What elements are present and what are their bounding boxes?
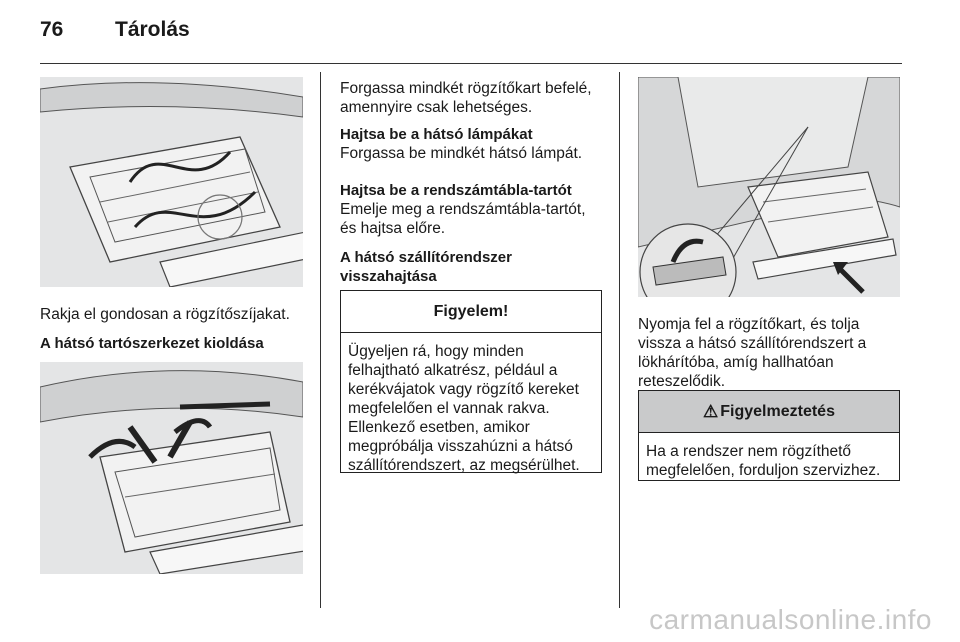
page-header — [40, 18, 920, 48]
step-heading-licence-plate: Hajtsa be a rendszámtábla-tartót — [340, 182, 572, 199]
step-heading-tail-lamps: Hajtsa be a hátsó lámpákat — [340, 126, 533, 143]
instruction-push-lever: Nyomja fel a rögzítőkart, és tolja vissza a hátsó szállítórendszert a lökhárítóba, amíg hallhatóan reteszelődik. — [638, 316, 867, 390]
warning-box-title: Figyelmeztetés — [720, 402, 835, 420]
step-text-tail-lamps: Forgassa be mindkét hátsó lámpát. — [340, 145, 583, 162]
illustration-fastening-straps — [40, 77, 303, 287]
illustration-release-carrier — [40, 362, 303, 574]
page-number: 76 — [40, 18, 64, 41]
step-text-licence-plate: Emelje meg a rendszámtábla-tartót, és hajtsa előre. — [340, 201, 586, 237]
notice-box — [340, 290, 602, 473]
watermark: carmanualsonline.info — [649, 604, 932, 635]
section-heading-release-carrier: A hátsó tartószerkezet kioldása — [40, 335, 264, 352]
notice-box-title: Figyelem! — [341, 291, 601, 333]
warning-triangle-icon: ⚠ — [703, 401, 719, 421]
warning-box — [638, 390, 900, 481]
header-divider — [40, 63, 902, 64]
warning-box-header — [639, 391, 899, 433]
caption-straps: Rakja el gondosan a rögzítőszíjakat. — [40, 306, 290, 323]
column-divider-right — [619, 72, 620, 608]
warning-box-body: Ha a rendszer nem rögzíthető megfelelően, forduljon szervizhez. — [646, 443, 881, 479]
instruction-turn-levers: Forgassa mindkét rögzítőkart befelé, amennyire csak lehetséges. — [340, 80, 592, 116]
section-heading-fold-back: A hátsó szállítórendszer visszahajtása — [340, 249, 512, 285]
illustration-retract-carrier — [638, 77, 900, 297]
column-divider-left — [320, 72, 321, 608]
notice-box-body: Ügyeljen rá, hogy minden felhajtható alkatrész, például a kerékvájatok vagy rögzítő kereket megfelelően el vannak rakva. Ellenkező esetben, amikor megpróbálja visszahúzni a hátsó szállítórendszert, az megsérülhet. — [348, 343, 580, 474]
chapter-title: Tárolás — [115, 18, 190, 41]
